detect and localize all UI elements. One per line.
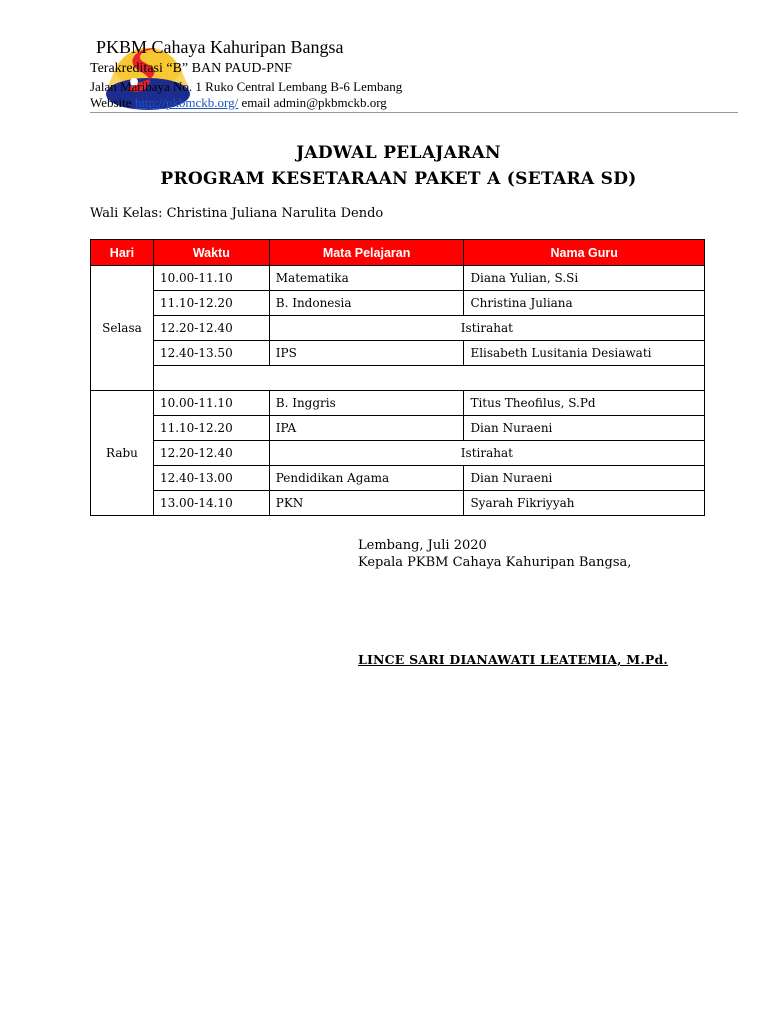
- table-row: [91, 291, 705, 316]
- table-row: [91, 266, 705, 291]
- teacher-cell: Syarah Fikriyyah: [464, 491, 705, 516]
- subject-cell: PKN: [269, 491, 464, 516]
- header-divider: [90, 112, 738, 113]
- homeroom-teacher: Wali Kelas: Christina Juliana Narulita Dendo: [90, 206, 384, 221]
- schedule-table: [90, 239, 705, 516]
- column-header-day: Hari: [91, 240, 154, 266]
- day-cell: Selasa: [91, 266, 154, 391]
- teacher-cell: Titus Theofilus, S.Pd: [464, 391, 705, 416]
- organization-name: PKBM Cahaya Kahuripan Bangsa: [96, 37, 344, 57]
- teacher-cell: Dian Nuraeni: [464, 416, 705, 441]
- website-label: Website: [90, 95, 132, 110]
- time-cell: 11.10-12.20: [153, 291, 269, 316]
- subject-cell: IPA: [269, 416, 464, 441]
- teacher-cell: Dian Nuraeni: [464, 466, 705, 491]
- website-line: [90, 95, 387, 111]
- signer-name: LINCE SARI DIANAWATI LEATEMIA, M.Pd.: [358, 652, 668, 667]
- teacher-cell: Christina Juliana: [464, 291, 705, 316]
- subject-cell: B. Inggris: [269, 391, 464, 416]
- spacer-row: [91, 366, 705, 391]
- subject-cell: IPS: [269, 341, 464, 366]
- column-header-teacher: Nama Guru: [464, 240, 705, 266]
- table-row: [91, 491, 705, 516]
- day-cell: Rabu: [91, 391, 154, 516]
- table-row: [91, 441, 705, 466]
- place-date: Lembang, Juli 2020: [358, 538, 487, 553]
- time-cell: 12.20-12.40: [153, 441, 269, 466]
- email-text: email admin@pkbmckb.org: [241, 95, 387, 110]
- column-header-subject: Mata Pelajaran: [269, 240, 464, 266]
- accreditation-text: Terakreditasi “B” BAN PAUD-PNF: [90, 61, 292, 76]
- time-cell: 10.00-11.10: [153, 266, 269, 291]
- spacer-cell: [153, 366, 704, 391]
- table-row: [91, 341, 705, 366]
- subject-cell: Pendidikan Agama: [269, 466, 464, 491]
- time-cell: 10.00-11.10: [153, 391, 269, 416]
- document-title: JADWAL PELAJARAN: [296, 143, 501, 163]
- table-header-row: [91, 240, 705, 266]
- teacher-cell: Elisabeth Lusitania Desiawati: [464, 341, 705, 366]
- time-cell: 12.40-13.00: [153, 466, 269, 491]
- signature-block: [358, 537, 631, 571]
- time-cell: 12.40-13.50: [153, 341, 269, 366]
- teacher-cell: Diana Yulian, S.Si: [464, 266, 705, 291]
- time-cell: 13.00-14.10: [153, 491, 269, 516]
- column-header-time: Waktu: [153, 240, 269, 266]
- time-cell: 11.10-12.20: [153, 416, 269, 441]
- signer-position: Kepala PKBM Cahaya Kahuripan Bangsa,: [358, 555, 632, 570]
- table-row: [91, 316, 705, 341]
- table-row: [91, 391, 705, 416]
- time-cell: 12.20-12.40: [153, 316, 269, 341]
- subject-cell: B. Indonesia: [269, 291, 464, 316]
- break-cell: Istirahat: [269, 441, 704, 466]
- website-link[interactable]: http://pkbmckb.org/: [134, 95, 239, 110]
- address-text: Jalan Maribaya No. 1 Ruko Central Lembang B-6 Lembang: [90, 79, 403, 94]
- document-subtitle: PROGRAM KESETARAAN PAKET A (SETARA SD): [160, 169, 637, 189]
- break-cell: Istirahat: [269, 316, 704, 341]
- table-row: [91, 416, 705, 441]
- table-row: [91, 466, 705, 491]
- subject-cell: Matematika: [269, 266, 464, 291]
